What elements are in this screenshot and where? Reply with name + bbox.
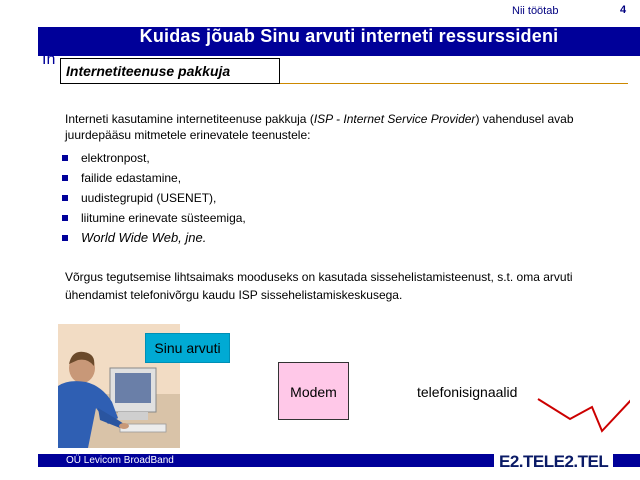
bullet-square-icon [62, 195, 68, 201]
bullet-square-icon [62, 235, 68, 241]
list-item: liitumine erinevate süsteemiga, [60, 208, 246, 228]
list-item: elektronpost, [60, 148, 246, 168]
computer-label: Sinu arvuti [145, 333, 230, 363]
intro-italic: ISP - Internet Service Provider [313, 112, 476, 126]
list-item: failide edastamine, [60, 168, 246, 188]
modem-box: Modem [278, 362, 349, 420]
intro-text-1: Interneti kasutamine internetiteenuse pakkuja ( [65, 112, 314, 126]
truncated-text: In [42, 51, 56, 68]
signal-label: telefonisignaalid [417, 384, 518, 400]
tele2-logo: E2.TELE2.TEL [494, 452, 613, 472]
bullet-square-icon [62, 155, 68, 161]
slide-title: Kuidas jõuab Sinu arvuti interneti ressurssideni [139, 26, 559, 46]
top-label: Nii töötab [512, 5, 559, 17]
list-item: uudistegrupid (USENET), [60, 188, 246, 208]
bullet-square-icon [62, 215, 68, 221]
page-number: 4 [620, 4, 627, 16]
intro-paragraph [65, 111, 585, 143]
signal-zigzag-icon [530, 385, 630, 435]
list-item: World Wide Web, jne. [60, 228, 246, 248]
footer-company: OÜ Levicom BroadBand [66, 455, 174, 466]
section-underline [280, 83, 628, 84]
services-list [60, 148, 246, 248]
dialup-paragraph: Võrgus tegutsemise lihtsaimaks mooduseks on kasutada sissehelistamisteenust, s.t. oma arvuti ühendamist telefonivõrgu kaudu ISP sissehelistamiskeskusega. [65, 270, 573, 302]
bullet-square-icon [62, 175, 68, 181]
intro-text-2: ) vahendusel avab juurdepääsu mitmetele erinevatele teenustele: [65, 112, 574, 142]
section-title: Internetiteenuse pakkuja [66, 63, 231, 79]
